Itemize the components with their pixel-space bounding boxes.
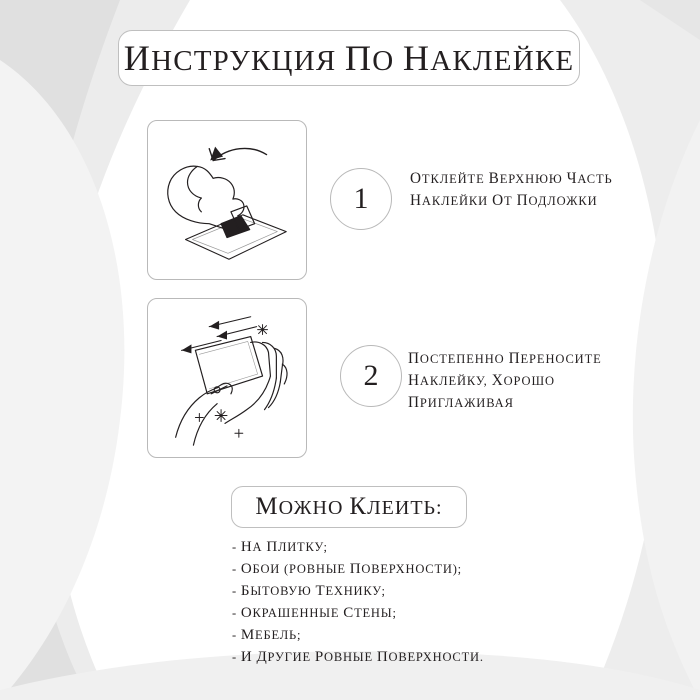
step-1-illustration (147, 120, 307, 280)
list-item: - ОКРАШЕННЫЕ СТЕНЫ; (232, 605, 397, 621)
page-title-pill (118, 30, 580, 86)
list-item: - БЫТОВУЮ ТЕХНИКУ; (232, 583, 386, 599)
step-2-text: ПОСТЕПЕННО ПЕРЕНОСИТЕ НАКЛЕЙКУ, ХОРОШО ПРИГЛАЖИВАЯ (408, 350, 602, 411)
surfaces-title: МОЖНО КЛЕИТЬ: (255, 493, 443, 520)
step-2-illustration (147, 298, 307, 458)
step-1-number: 1 (330, 168, 392, 230)
page-title: ИНСТРУКЦИЯ ПО НАКЛЕЙКЕ (123, 38, 575, 78)
surfaces-title-pill (231, 486, 467, 528)
step-2-number: 2 (340, 345, 402, 407)
list-item: - НА ПЛИТКУ; (232, 539, 328, 555)
step-1-text: ОТКЛЕЙТЕ ВЕРХНЮЮ ЧАСТЬ НАКЛЕЙКИ ОТ ПОДЛОЖКИ (410, 170, 613, 209)
list-item: - МЕБЕЛЬ; (232, 627, 302, 643)
list-item: - ОБОИ (РОВНЫЕ ПОВЕРХНОСТИ); (232, 561, 462, 577)
list-item: - И ДРУГИЕ РОВНЫЕ ПОВЕРХНОСТИ. (232, 649, 484, 665)
surfaces-list (232, 536, 562, 668)
